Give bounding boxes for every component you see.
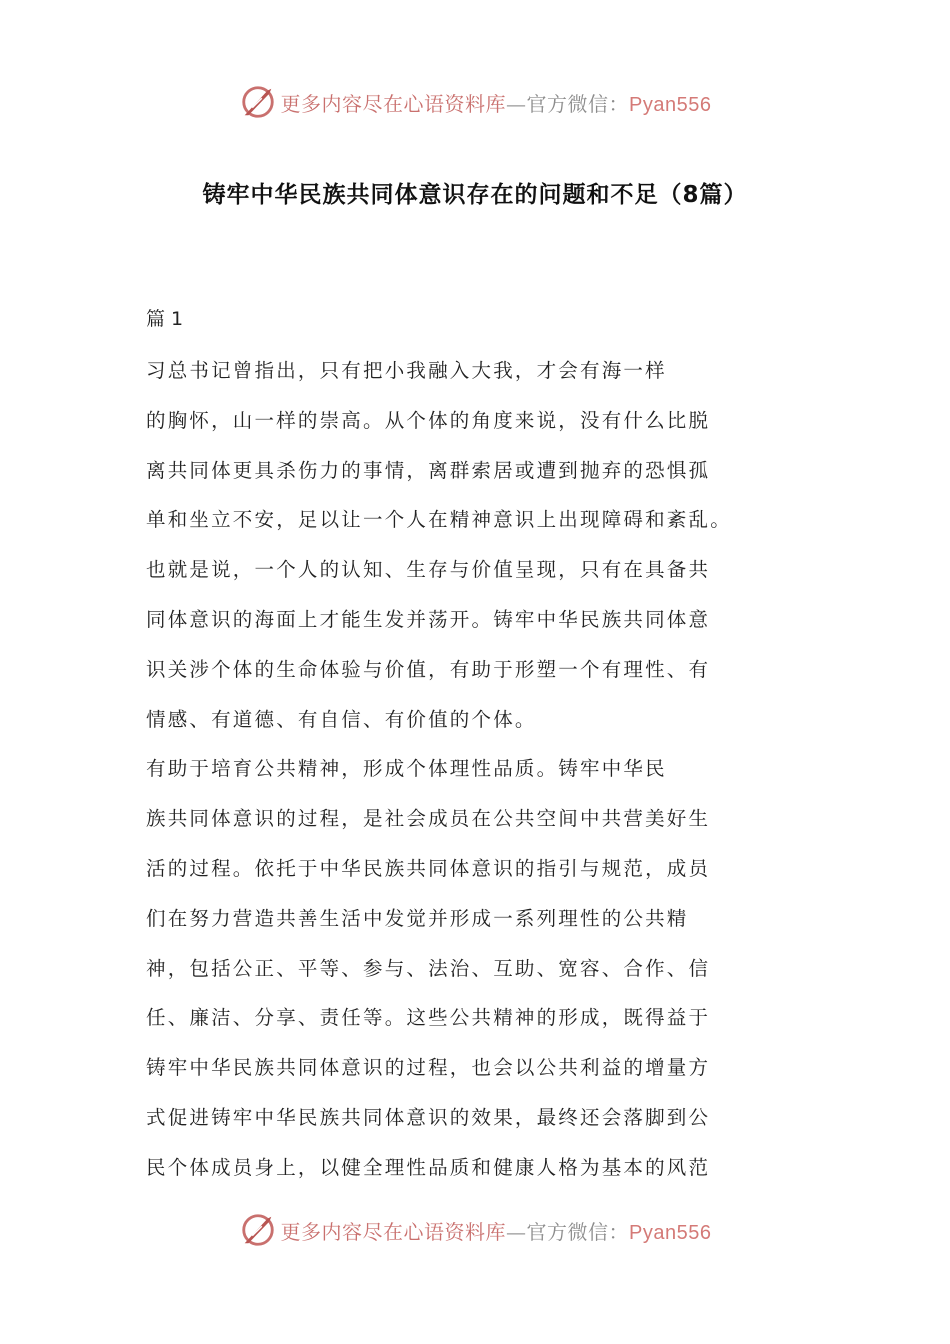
quill-pen-logo-icon: [239, 83, 277, 121]
body-line: 们在努力营造共善生活中发觉并形成一系列理性的公共精: [146, 906, 689, 930]
banner-separator: —: [506, 1219, 527, 1244]
banner-wechat-id: Pyan556: [629, 93, 712, 116]
body-line: 民个体成员身上，以健全理性品质和健康人格为基本的风范: [146, 1155, 711, 1179]
footer-banner: [0, 1208, 950, 1252]
quill-pen-logo-icon: [239, 1211, 277, 1249]
body-line: 活的过程。依托于中华民族共同体意识的指引与规范，成员: [146, 856, 711, 880]
document-body: [146, 346, 766, 1193]
body-line: 有助于培育公共精神，形成个体理性品质。铸牢中华民: [146, 757, 667, 781]
document-title: 铸牢中华民族共同体意识存在的问题和不足（8篇）: [202, 182, 748, 208]
body-line: 铸牢中华民族共同体意识的过程，也会以公共利益的增量方: [146, 1056, 711, 1080]
body-line: 同体意识的海面上才能生发并荡开。铸牢中华民族共同体意: [146, 607, 711, 631]
section-label: 篇 1: [146, 308, 184, 330]
banner-text: [281, 1216, 712, 1245]
body-line: 神，包括公正、平等、参与、法治、互助、宽容、合作、信: [146, 956, 711, 980]
body-line: 式促进铸牢中华民族共同体意识的效果，最终还会落脚到公: [146, 1105, 711, 1129]
banner-site-text: 更多内容尽在心语资料库: [280, 91, 507, 116]
banner-wechat-label: 官方微信：: [526, 1219, 630, 1244]
banner-site-text: 更多内容尽在心语资料库: [280, 1219, 507, 1244]
banner-wechat-id: Pyan556: [629, 1221, 712, 1244]
body-line: 离共同体更具杀伤力的事情，离群索居或遭到抛弃的恐惧孤: [146, 458, 711, 482]
body-line: 情感、有道德、有自信、有价值的个体。: [146, 707, 537, 731]
banner-text: [281, 88, 712, 117]
banner-wechat-label: 官方微信：: [526, 91, 630, 116]
body-line: 单和坐立不安，足以让一个人在精神意识上出现障碍和紊乱。: [146, 508, 732, 532]
header-banner: [0, 80, 950, 124]
body-line: 的胸怀，山一样的崇高。从个体的角度来说，没有什么比脱: [146, 408, 711, 432]
body-line: 任、廉洁、分享、责任等。这些公共精神的形成，既得益于: [146, 1006, 711, 1030]
body-line: 识关涉个体的生命体验与价值，有助于形塑一个有理性、有: [146, 657, 711, 681]
body-line: 也就是说，一个人的认知、生存与价值呈现，只有在具备共: [146, 558, 711, 582]
body-line: 习总书记曾指出，只有把小我融入大我，才会有海一样: [146, 359, 667, 382]
body-line: 族共同体意识的过程，是社会成员在公共空间中共营美好生: [146, 807, 711, 831]
banner-separator: —: [506, 91, 527, 116]
